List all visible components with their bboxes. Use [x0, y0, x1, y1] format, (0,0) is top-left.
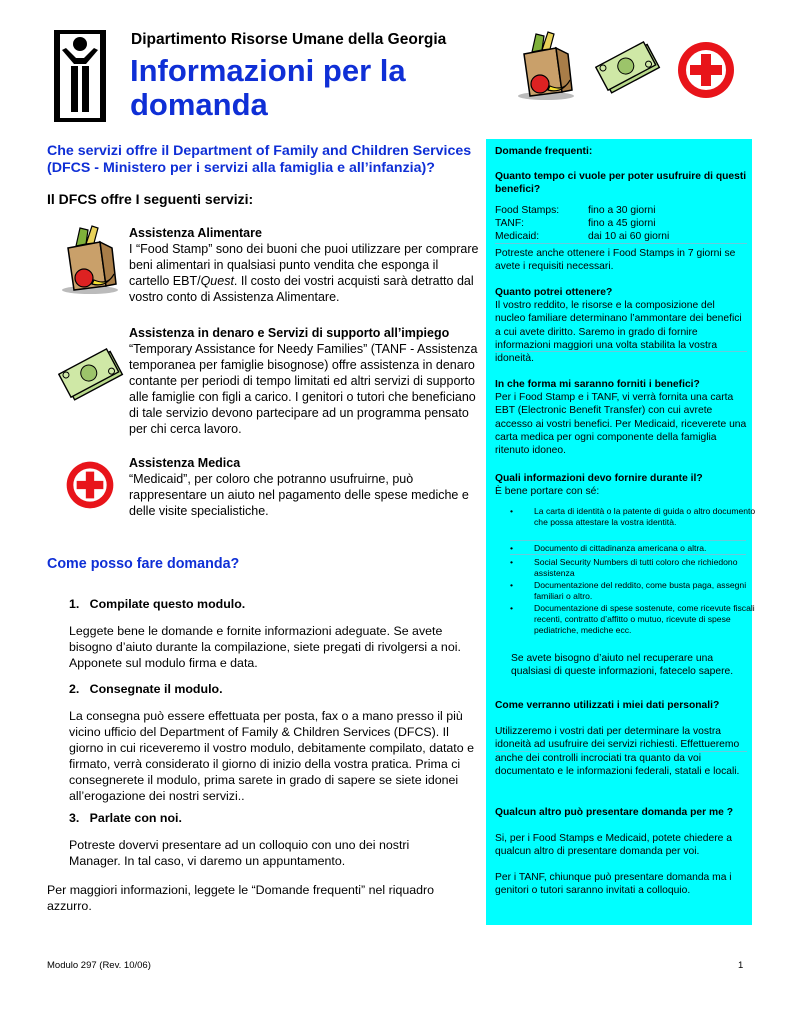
table-row	[495, 217, 669, 230]
faq-answer: È bene portare con sé:	[495, 486, 600, 497]
divider	[495, 751, 747, 752]
more-info: Per maggiori informazioni, leggete le “Domande frequenti” nel riquadro azzurro.	[47, 883, 435, 913]
program-cell: Medicaid:	[495, 231, 540, 242]
faq-question: Come verranno utilizzati i miei dati personali?	[495, 700, 720, 711]
step-title: 3. Parlate con noi.	[69, 811, 182, 825]
faq-heading: Domande frequenti:	[495, 146, 593, 157]
divider	[510, 540, 746, 541]
howto-heading: Come posso fare domanda?	[47, 556, 240, 572]
step-text: Potreste dovervi presentare ad un colloquio con uno dei nostri Manager. In tal caso, vi daremo un appuntamento.	[69, 838, 410, 868]
services-heading: Il DFCS offre I seguenti servizi:	[47, 191, 254, 207]
step-text: Leggete bene le domande e fornite informazioni adeguate. Se avete bisogno d’aiuto durante la compilazione, siete pregati di rivolgersi a noi. Apponete sul modulo firma e data.	[69, 624, 461, 670]
list-item: • Documento di cittadinanza americana o altra.	[510, 543, 770, 554]
time-table	[495, 204, 669, 243]
step-text: La consegna può essere effettuata per posta, fax o a mano presso il più vicino ufficio del Department of Family & Children Services (DFCS). Il giorno in cui riceveremo il vostro modulo, debitamente compilato, datato e firmato, verrà considerato il giorno di inizio della vostra pratica. Prima ci consegnerete il modulo, prima sarete in grado di sapere se siete idonei all’erogazione dei nostri servizi..	[69, 709, 474, 803]
page-title: Informazioni per la domanda	[130, 53, 406, 122]
money-stack-icon	[58, 344, 124, 402]
faq-question: In che forma mi saranno forniti i benefici?	[495, 379, 700, 390]
program-cell: Food Stamps:	[495, 205, 560, 216]
grocery-bag-icon	[56, 222, 122, 298]
faq-question: Quali informazioni devo fornire durante il?	[495, 473, 703, 484]
service-text: “Temporary Assistance for Needy Families” (TANF - Assistenza temporanea per famiglie bisognose) offre assistenza in denaro contante per periodi di tempo limitati ed altri servizi di supporto alle famiglie con figli a carico. I genitori o tutori che beneficiano di tale servizio devono partecipare ad un programma pensato per chi cerca lavoro.	[129, 342, 478, 436]
faq-answer: Se avete bisogno d’aiuto nel recuperare una qualsiasi di queste informazioni, fatecelo sapere.	[511, 653, 734, 678]
time-cell: dai 10 ai 60 giorni	[588, 231, 670, 242]
faq-question: Quanto tempo ci vuole per poter usufruire di questi benefici?	[495, 171, 747, 196]
department-name: Dipartimento Risorse Umane della Georgia	[131, 31, 447, 48]
step-title: 2. Consegnate il modulo.	[69, 682, 223, 696]
service-medical	[129, 455, 481, 519]
form-id: Modulo 297 (Rev. 10/06)	[47, 960, 151, 971]
red-cross-icon	[676, 40, 736, 100]
list-item: • Social Security Numbers di tutti coloro che richiedono assistenza	[510, 557, 770, 579]
service-food	[129, 225, 481, 305]
faq-question: Quanto potrei ottenere?	[495, 287, 613, 298]
step-title: 1. Compilate questo modulo.	[69, 597, 246, 611]
red-cross-icon	[65, 460, 115, 510]
time-cell: fino a 45 giorni	[588, 218, 656, 229]
service-text: I “Food Stamp” sono dei buoni che puoi utilizzare per comprare beni alimentari in qualsiasi punto vendita che esponga il cartello EBT/Quest. Il costo dei vostri acquisti sarà detratto dal vostro conto di Assistenza Alimentare.	[129, 242, 479, 304]
service-title: Assistenza Medica	[129, 456, 241, 470]
list-item: • Documentazione di spese sostenute, come ricevute fiscali recenti, contratto d’affitto o mutuo, ricevute di spese pediatriche, mediche ecc.	[510, 603, 770, 636]
faq-answer: Per i TANF, chiunque può presentare domanda ma i genitori o tutori saranno invitati a colloquio.	[495, 872, 732, 897]
faq-answer: Potreste anche ottenere i Food Stamps in 7 giorni se avete i requisiti necessari.	[495, 248, 736, 273]
faq-question: Qualcun altro può presentare domanda per me ?	[495, 807, 734, 818]
list-item: • La carta di identità o la patente di guida o altro documento che possa attestare la vostra identità.	[510, 506, 770, 528]
table-row	[495, 230, 669, 243]
grocery-bag-icon	[512, 30, 578, 102]
service-title: Assistenza in denaro e Servizi di supporto all’impiego	[129, 326, 450, 340]
service-title: Assistenza Alimentare	[129, 226, 262, 240]
faq-answer: Si, per i Food Stamps e Medicaid, potete chiedere a qualcun altro di presentare domanda per voi.	[495, 833, 732, 858]
divider	[510, 554, 746, 555]
faq-answer: Per i Food Stamp e i TANF, vi verrà fornita una carta EBT (Electronic Benefit Transfer) con cui avrete accesso ai vostri benefici. Per Medicaid, riceverete una carta medica per ogni componente della famiglia ritenuto idoneo.	[495, 392, 747, 457]
divider	[495, 351, 747, 352]
time-cell: fino a 30 giorni	[588, 205, 656, 216]
faq-answer: Il vostro reddito, le risorse e la composizione del nucleo familiare determinano l’ammontare dei benefici a cui avete diritto. Saremo in grado di fornire informazioni maggiori una volta stabilita la vostra idoneità.	[495, 300, 742, 365]
service-cash	[129, 325, 481, 437]
service-text: “Medicaid”, per coloro che potranno usufruirne, può rappresentare un aiuto nel pagamento delle spese mediche e delle visite specialistiche.	[129, 472, 469, 518]
faq-answer: Utilizzeremo i vostri dati per determinare la vostra idoneità ad usufruire dei servizi richiesti. Effettueremo anche dei controlli incrociati tra quanto da voi documentato e le informazioni federali, statali e locali.	[495, 726, 740, 777]
money-stack-icon	[595, 38, 661, 94]
intro-question: Che servizi offre il Department of Family and Children Services (DFCS - Ministero per i servizi alla famiglia e all’infanzia)?	[47, 143, 472, 176]
table-row	[495, 204, 669, 217]
page-number: 1	[738, 960, 744, 971]
dhr-logo	[54, 30, 106, 122]
divider	[495, 243, 747, 244]
list-item: • Documentazione del reddito, come busta paga, assegni familiari o altro.	[510, 580, 770, 602]
program-cell: TANF:	[495, 218, 524, 229]
